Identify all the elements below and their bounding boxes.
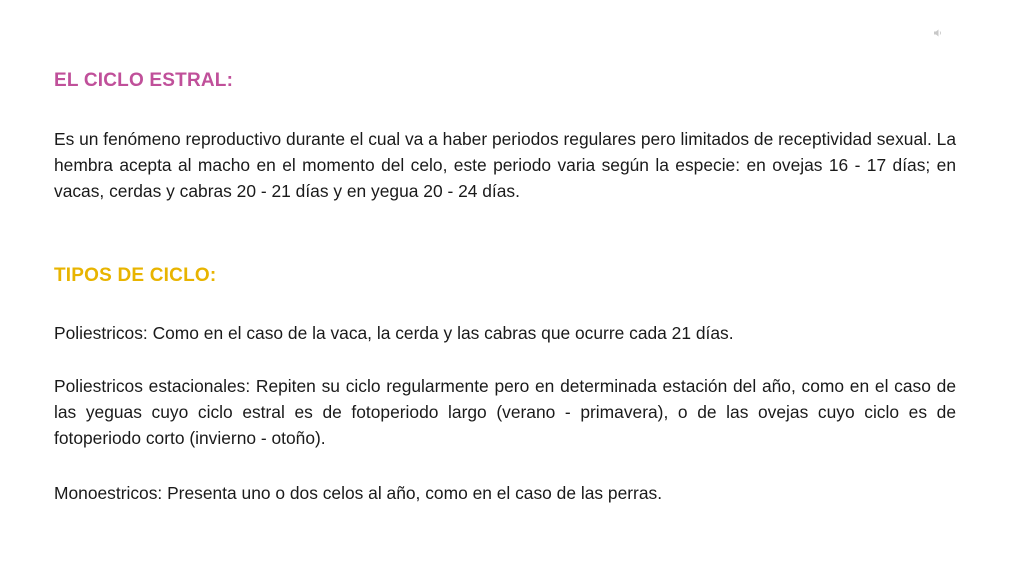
section-heading-tipos-de-ciclo: TIPOS DE CICLO: <box>54 265 217 286</box>
paragraph-poliestricos-estacionales: Poliestricos estacionales: Repiten su ciclo regularmente pero en determinada estación del año, como en el caso de las yeguas cuyo ciclo estral es de fotoperiodo largo (verano - primavera), o de las ovejas cuyo ciclo es de fotoperiodo corto (invierno - otoño). <box>54 376 956 448</box>
paragraph-ciclo-estral-definition: Es un fenómeno reproductivo durante el cual va a haber periodos regulares pero limitados de receptividad sexual. La hembra acepta al macho en el momento del celo, este periodo varia según la especie: en ovejas 16 - 17 días; en vacas, cerdas y cabras 20 - 21 días y en yegua 20 - 24 días. <box>54 129 956 201</box>
speaker-icon[interactable] <box>933 28 943 38</box>
paragraph-poliestricos: Poliestricos: Como en el caso de la vaca, la cerda y las cabras que ocurre cada 21 días. <box>54 323 734 343</box>
section-heading-ciclo-estral: EL CICLO ESTRAL: <box>54 70 234 91</box>
paragraph-monoestricos: Monoestricos: Presenta uno o dos celos al año, como en el caso de las perras. <box>54 483 663 503</box>
